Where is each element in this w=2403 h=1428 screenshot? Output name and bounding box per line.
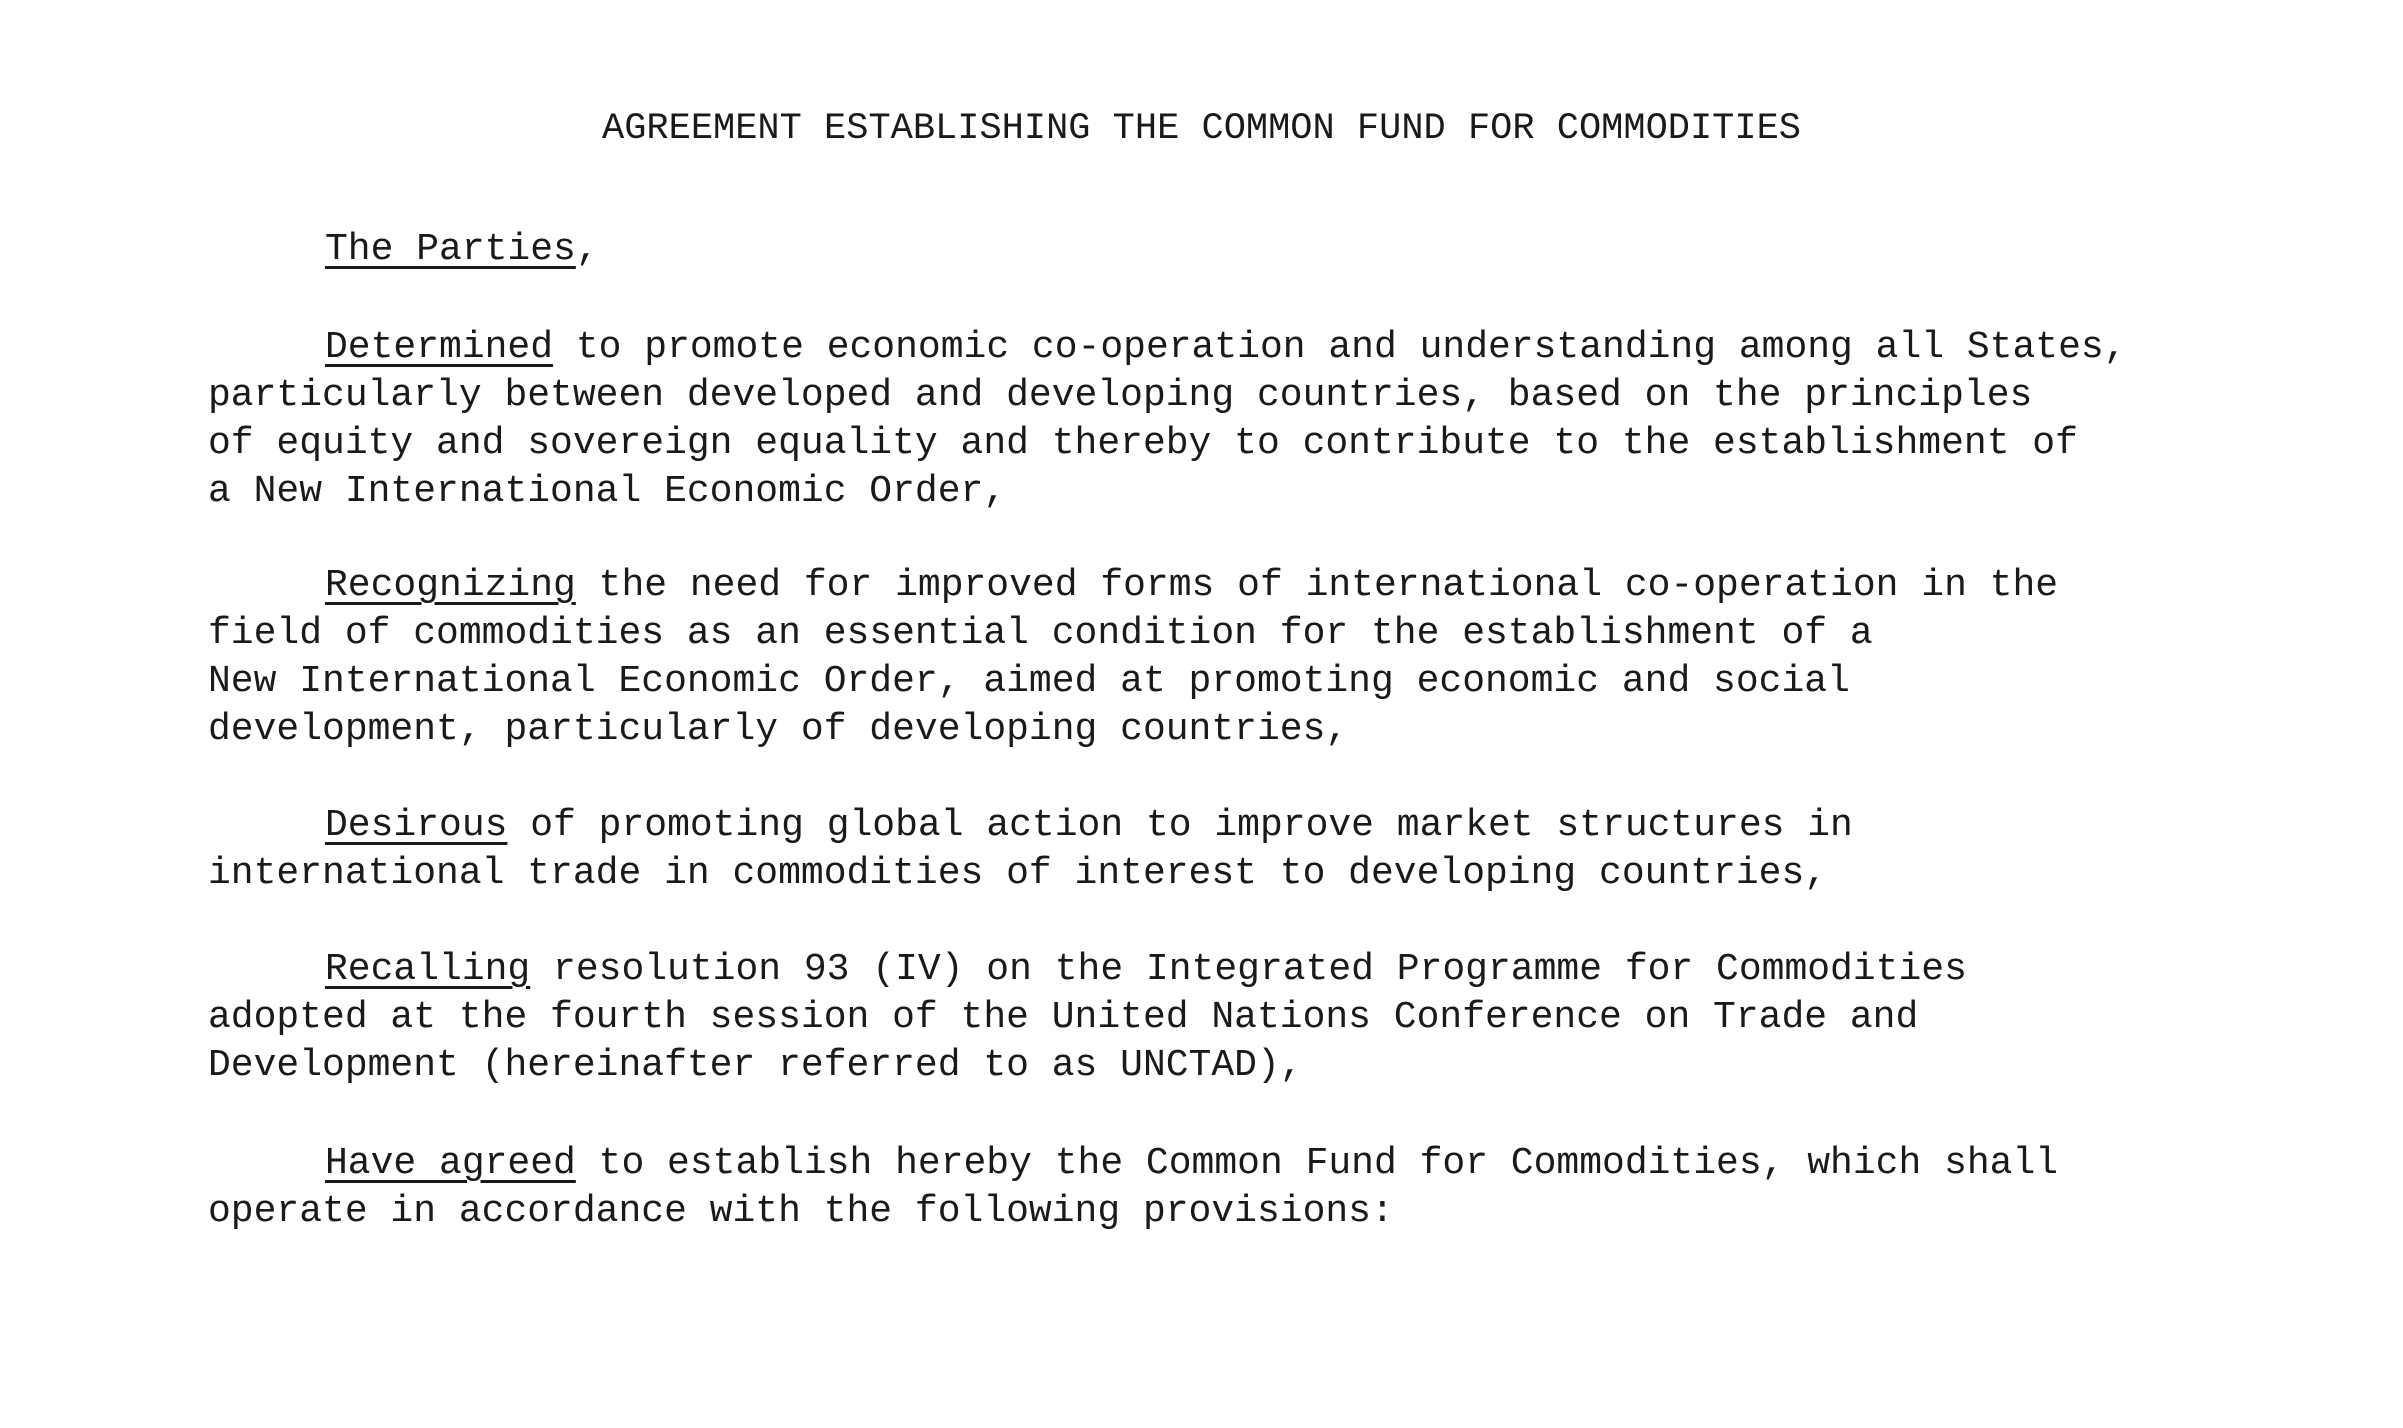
paragraph-text: to establish hereby the Common Fund for Commodities, which shall: [575, 1142, 2059, 1185]
paragraph-line: adopted at the fourth session of the United Nations Conference on Trade and: [208, 996, 1919, 1039]
paragraph-line: development, particularly of developing countries,: [208, 708, 1349, 751]
paragraph-line: [208, 802, 1853, 850]
paragraph-line: New International Economic Order, aimed at promoting economic and social: [208, 660, 1850, 703]
paragraph-line: field of commodities as an essential condition for the establishment of a: [208, 612, 1873, 655]
salutation-punctuation: ,: [575, 228, 599, 271]
document-title: AGREEMENT ESTABLISHING THE COMMON FUND FOR COMMODITIES: [602, 108, 1801, 150]
paragraph-text: resolution 93 (IV) on the Integrated Programme for Commodities: [530, 948, 1967, 991]
paragraph-text: the need for improved forms of international co-operation in the: [575, 564, 2059, 607]
paragraph-line: operate in accordance with the following provisions:: [208, 1190, 1394, 1233]
preamble-paragraph-desirous: [208, 802, 1853, 898]
paragraph-line: Development (hereinafter referred to as UNCTAD),: [208, 1044, 1303, 1087]
paragraph-lead-word: Recognizing: [325, 564, 576, 607]
paragraph-line: [208, 1140, 2058, 1188]
paragraph-line: [208, 562, 2058, 610]
paragraph-line: [208, 324, 2127, 372]
paragraph-text: to promote economic co-operation and understanding among all States,: [553, 326, 2127, 369]
paragraph-line: international trade in commodities of interest to developing countries,: [208, 852, 1828, 895]
paragraph-lead-word: Determined: [325, 326, 554, 369]
paragraph-text: of promoting global action to improve market structures in: [507, 804, 1853, 847]
preamble-paragraph-determined: [208, 324, 2127, 516]
preamble-paragraph-recognizing: [208, 562, 2058, 754]
salutation-text: The Parties: [325, 228, 576, 271]
paragraph-lead-word: Have agreed: [325, 1142, 576, 1185]
preamble-paragraph-have-agreed: [208, 1140, 2058, 1236]
paragraph-line: particularly between developed and developing countries, based on the principles: [208, 374, 2033, 417]
paragraph-lead-word: Desirous: [325, 804, 508, 847]
paragraph-line: of equity and sovereign equality and thereby to contribute to the establishment of: [208, 422, 2078, 465]
paragraph-line: [208, 946, 1967, 994]
paragraph-lead-word: Recalling: [325, 948, 531, 991]
preamble-paragraph-recalling: [208, 946, 1967, 1090]
salutation: [325, 228, 599, 271]
paragraph-line: a New International Economic Order,: [208, 470, 1007, 513]
